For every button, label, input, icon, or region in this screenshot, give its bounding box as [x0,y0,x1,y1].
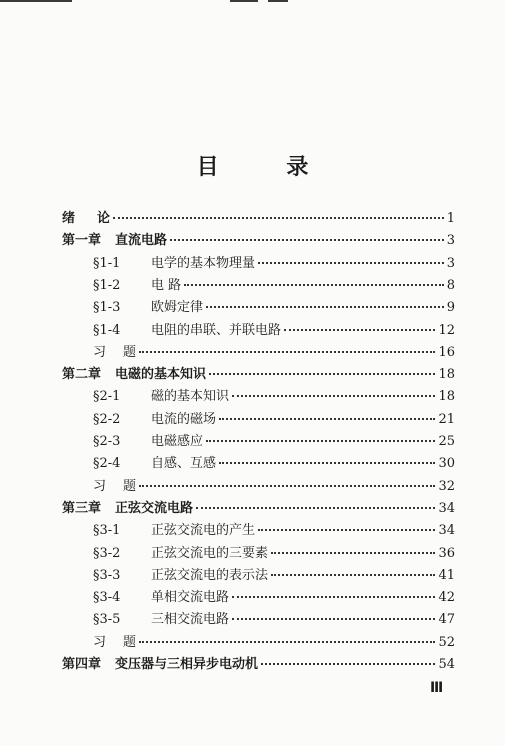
toc-entry-label [62,364,206,386]
page-number: Ⅲ [430,680,444,696]
toc-entry-title: 题 [123,634,137,650]
toc-entry-title: 正弦交流电路 [115,500,194,516]
toc-entry-number: 习 [93,344,107,360]
toc-entry-page: 25 [438,434,455,449]
toc-dot-leader [284,328,435,331]
toc-entry-title: 论 [97,211,111,226]
toc-dot-leader [139,484,435,487]
toc-entry-page: 3 [446,255,455,271]
toc-entry-label [93,520,255,542]
toc-section-row [93,543,455,565]
toc-entry-number: §2-2 [93,411,121,427]
toc-entry-title: 欧姆定律 [151,300,204,316]
toc-entry-label [93,476,136,498]
toc-entry-page: 9 [446,300,455,316]
toc-entry-label [93,632,136,654]
toc-entry-number: §1-3 [93,300,121,316]
toc-entry-number: §3-4 [93,590,121,606]
toc-entry-page: 52 [438,634,455,650]
toc-entry-number: §1-2 [93,277,121,293]
toc-entry-label [62,230,167,252]
toc-entry-label [93,320,281,342]
toc-dot-leader [261,662,435,665]
toc-entry-page: 18 [438,367,455,383]
toc-entry-number: 第二章 [62,367,102,383]
toc-entry-number: §3-5 [93,612,121,628]
toc-entry-number: §1-1 [93,255,121,271]
toc-section-row [93,609,455,631]
toc-dot-leader [206,439,435,442]
toc-dot-leader [219,417,435,420]
toc-entry-label [93,609,229,631]
toc-section-row [93,520,455,542]
toc-dot-leader [258,261,444,264]
toc-dot-leader [271,573,435,576]
toc-entry-label [93,431,203,453]
toc-dot-leader [113,216,444,219]
toc-entry-label [62,498,193,520]
toc-entry-page: 41 [438,567,455,583]
toc-dot-leader [219,461,435,464]
toc-dot-leader [184,283,444,286]
toc-entry-title: 电磁感应 [151,434,204,449]
toc-section-row [93,253,455,275]
toc-section-row [93,587,455,609]
toc-chapter-row [62,364,455,386]
toc-entry-page: 42 [438,590,455,606]
toc-entry-page: 21 [438,411,455,427]
toc-entry-page: 30 [438,456,455,472]
toc-entry-number: §2-4 [93,456,121,472]
toc-entry-page: 34 [438,500,455,516]
toc-entry-page: 36 [438,545,455,561]
toc-entry-title: 题 [123,478,137,494]
toc-entry-page: 32 [438,478,455,494]
toc-section-row [93,632,455,654]
toc-section-row [93,386,455,408]
toc-entry-page: 47 [438,612,455,628]
toc-entry-title: 正弦交流电的产生 [151,523,256,539]
toc-dot-leader [209,372,435,375]
toc-entry-number: 第一章 [62,233,102,249]
toc-chapter-row [62,654,455,676]
toc-dot-leader [170,238,444,241]
toc-entry-label [93,275,181,297]
toc-entry-label [93,453,216,475]
toc-dot-leader [258,528,435,531]
toc-entry-number: §2-1 [93,389,121,405]
toc-entry-number: §3-2 [93,545,121,561]
toc-entry-label [62,654,258,676]
page-title: 目 录 [196,155,339,180]
toc-entry-page: 18 [438,389,455,405]
toc-entry-title: 直流电路 [115,233,168,249]
scan-artifact-bar-left [0,0,72,2]
toc-dot-leader [271,551,435,554]
toc-entry-title: 正弦交流电的三要素 [151,545,269,561]
toc-section-row [93,565,455,587]
toc-entry-number: 绪 [62,211,76,226]
toc-chapter-row [62,230,455,252]
toc-entry-number: 第三章 [62,500,102,516]
toc-entry-page: 54 [438,657,455,672]
toc-section-row [93,320,455,342]
toc-entry-number: §3-1 [93,523,121,539]
toc-section-row [93,431,455,453]
toc-chapter-row [62,208,455,230]
toc-entry-title: 电 路 [151,277,182,293]
toc-entry-title: 电流的磁场 [151,411,217,427]
toc-entry-label [93,587,229,609]
toc-entry-label [93,342,136,364]
toc-entry-number: §2-3 [93,434,121,449]
scan-artifact-bar-middle [230,0,258,2]
toc-dot-leader [206,305,444,308]
toc-entry-label [62,208,110,230]
toc-entry-page: 3 [446,233,455,249]
toc-dot-leader [139,350,435,353]
toc-entry-title: 正弦交流电的表示法 [151,567,269,583]
toc-entry-title: 变压器与三相异步电动机 [115,657,259,672]
toc-entry-title: 三相交流电路 [151,612,230,628]
toc-section-row [93,476,455,498]
toc-section-row [93,453,455,475]
toc-entry-label [93,253,255,275]
toc-section-row [93,409,455,431]
toc-entry-title: 题 [123,344,137,360]
toc-dot-leader [232,394,435,397]
toc-entry-page: 16 [438,344,455,360]
toc-entry-page: 12 [438,322,455,338]
toc-entry-title: 电学的基本物理量 [151,255,256,271]
toc-entry-title: 单相交流电路 [151,590,230,606]
toc-entry-label [93,386,229,408]
toc-chapter-row [62,498,455,520]
toc-dot-leader [196,506,435,509]
toc-entry-number: §3-3 [93,567,121,583]
toc-entry-page: 1 [446,211,455,226]
toc-entry-number: 习 [93,478,107,494]
toc-section-row [93,275,455,297]
toc-section-row [93,297,455,319]
toc-dot-leader [232,617,435,620]
scan-artifact-bar-right [268,0,288,2]
toc-entry-page: 8 [446,277,455,293]
toc-entry-title: 磁的基本知识 [151,389,230,405]
toc-entry-label [93,297,203,319]
toc-entry-title: 电阻的串联、并联电路 [151,322,282,338]
toc-dot-leader [139,640,435,643]
toc-entry-number: 第四章 [62,657,102,672]
toc-dot-leader [232,595,435,598]
toc-entry-number: §1-4 [93,322,121,338]
toc-entry-label [93,565,268,587]
toc-entry-title: 电磁的基本知识 [115,367,207,383]
toc-entry-title: 自感、互感 [151,456,217,472]
toc-entry-label [93,409,216,431]
toc-entry-label [93,543,268,565]
toc-entry-number: 习 [93,634,107,650]
toc-section-row [93,342,455,364]
toc-entry-page: 34 [438,523,455,539]
